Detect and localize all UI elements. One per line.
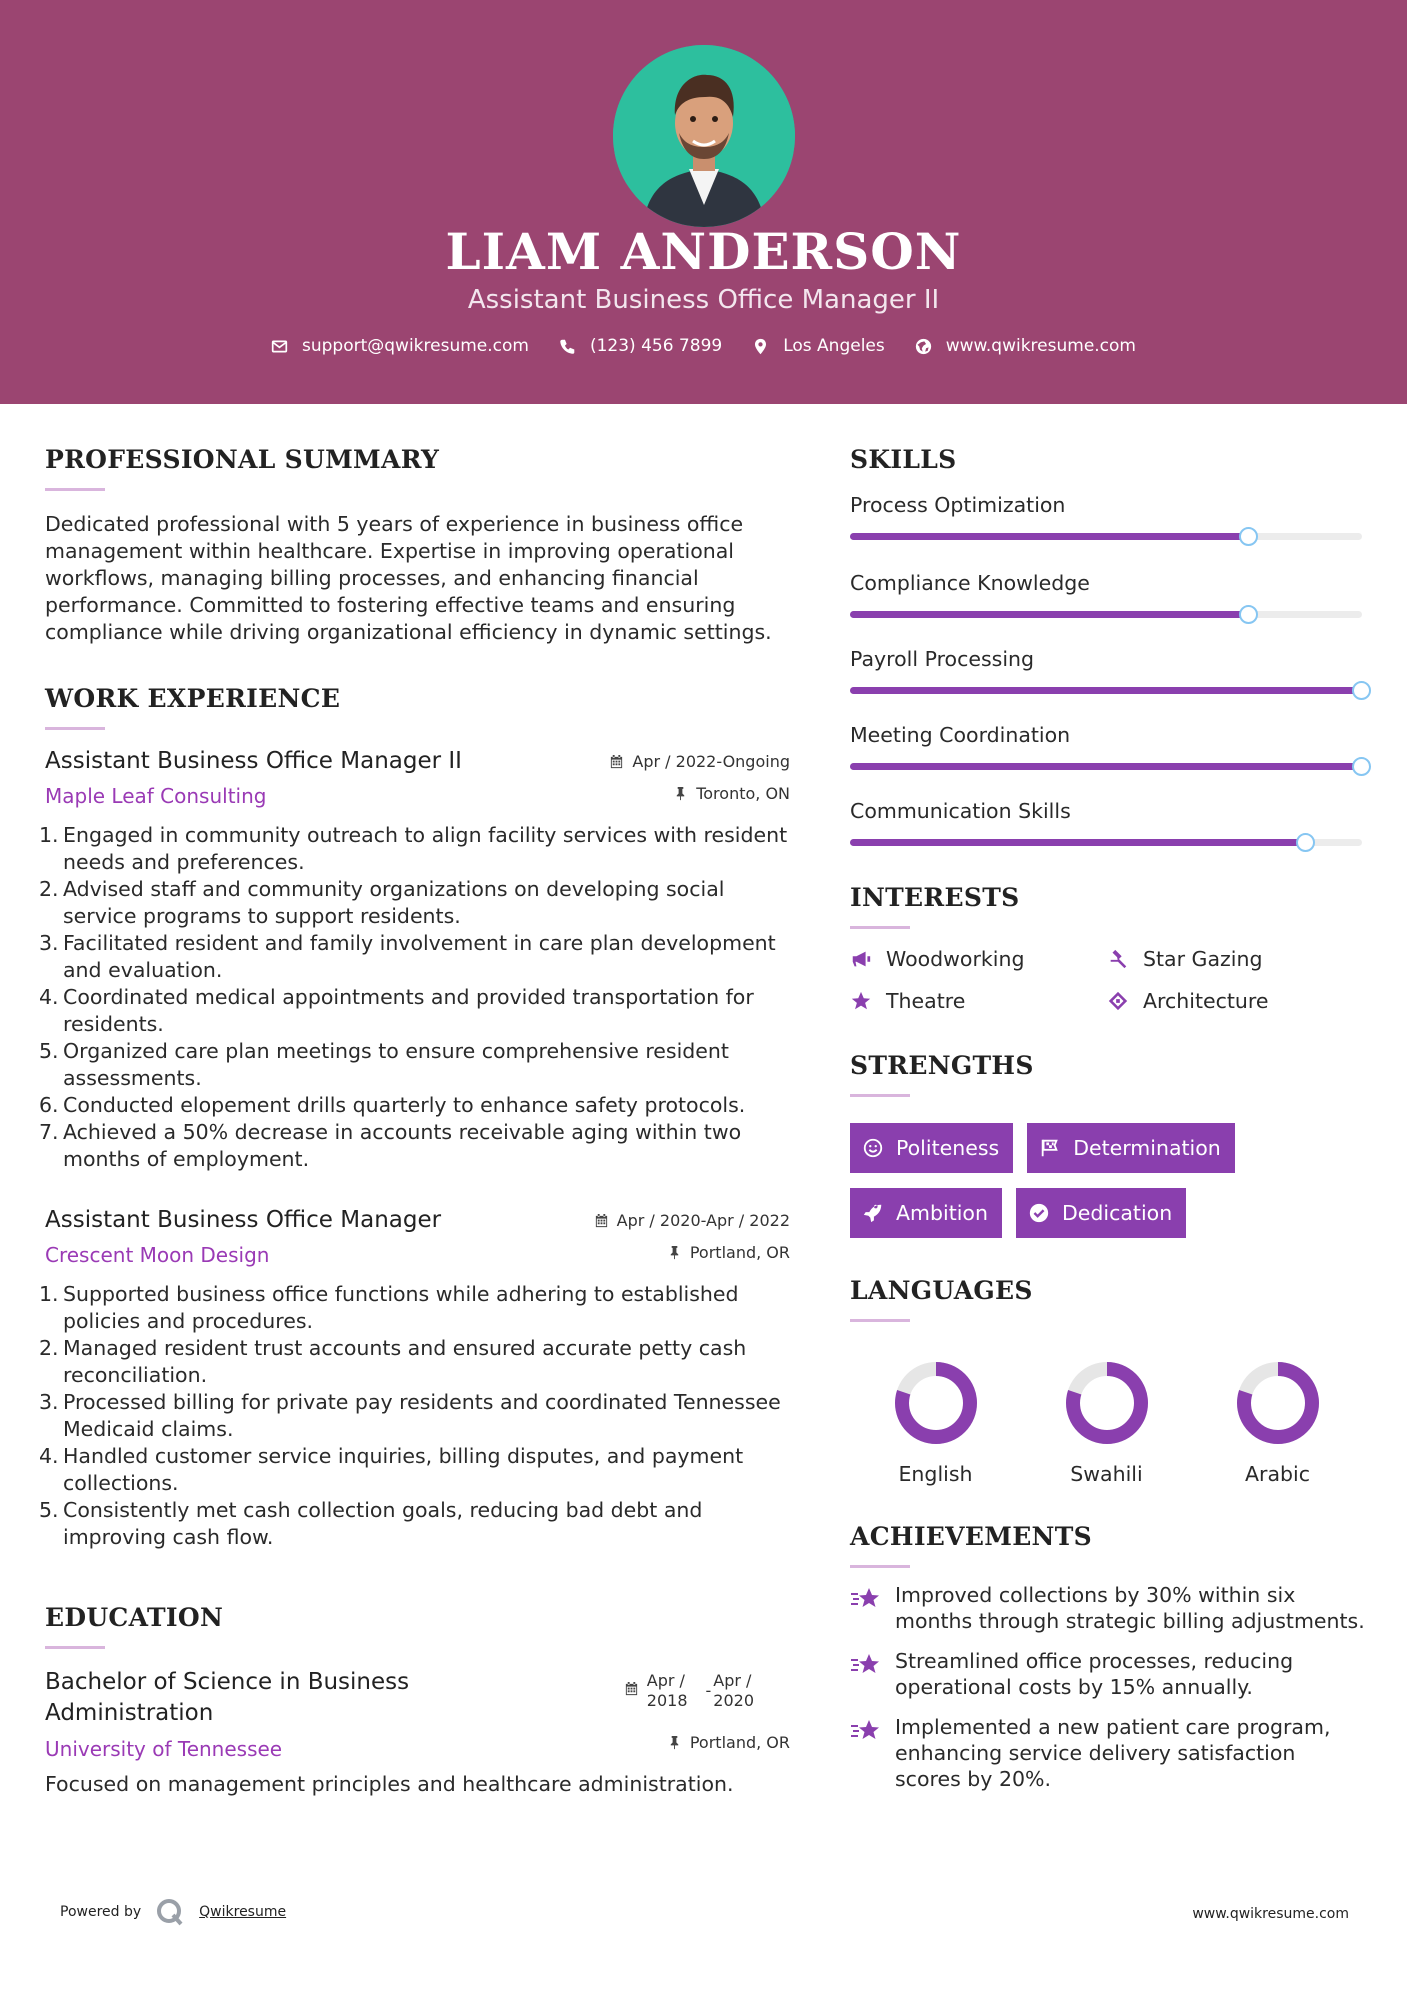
star-icon [850, 990, 872, 1012]
interest-item: Architecture [1107, 989, 1347, 1013]
skill-bar-handle [1296, 833, 1315, 852]
section-divider [850, 926, 910, 929]
summary-heading: PROFESSIONAL SUMMARY [45, 445, 440, 474]
section-divider [45, 488, 105, 491]
skill-bar-fill [850, 839, 1306, 846]
education-entry [45, 1667, 790, 1798]
strength-tag: Politeness [850, 1123, 1013, 1173]
job-location [667, 1243, 790, 1262]
skill-bar-fill [850, 687, 1362, 694]
date-separator: - [705, 1681, 712, 1700]
experience-section [39, 684, 790, 1551]
shooting-star-icon [850, 1585, 882, 1613]
school-name: University of Tennessee [45, 1737, 283, 1761]
duty-item: 1. Supported business office functions while adhering to established policies and procedures. [39, 1282, 739, 1333]
languages-section [850, 1276, 1365, 1486]
duty-item: 5. Organized care plan meetings to ensure comprehensive resident assessments. [39, 1039, 729, 1090]
language-donut [893, 1360, 979, 1446]
skill-name: Meeting Coordination [850, 723, 1071, 747]
language-donut [1064, 1360, 1150, 1446]
pushpin-icon [667, 1735, 682, 1750]
section-divider [850, 1094, 910, 1097]
achievements-section [850, 1522, 1365, 1792]
strengths-tags [850, 1123, 1350, 1238]
pushpin-icon [673, 786, 688, 801]
skill-bar-track [850, 763, 1362, 770]
skill-bar-track [850, 687, 1362, 694]
left-column [39, 445, 790, 1798]
language-name: English [898, 1462, 973, 1486]
skill-bar-handle [1352, 757, 1371, 776]
skills-list [850, 493, 1365, 847]
skills-section [850, 445, 1365, 847]
contact-bar [0, 336, 1407, 356]
map-pin-icon [752, 338, 769, 355]
candidate-name: LIAM ANDERSON [445, 222, 962, 281]
skill-item [850, 647, 1365, 695]
education-description: Focused on management principles and healthcare administration. [45, 1772, 734, 1796]
brand-link[interactable]: Qwikresume [199, 1904, 287, 1920]
section-divider [45, 727, 105, 730]
language-item [1192, 1360, 1363, 1486]
contact-location [752, 336, 885, 356]
skills-heading: SKILLS [850, 445, 957, 474]
skill-item [850, 723, 1365, 771]
smile-icon [862, 1137, 884, 1159]
language-item [850, 1360, 1021, 1486]
skill-name: Compliance Knowledge [850, 571, 1090, 595]
company-name: Crescent Moon Design [45, 1243, 270, 1267]
skill-bar-track [850, 611, 1362, 618]
job-dates-text: Apr / 2022-Ongoing [632, 752, 790, 771]
job-duties [39, 822, 790, 1173]
calendar-icon [624, 1681, 639, 1696]
skill-name: Communication Skills [850, 799, 1071, 823]
job-dates-text: Apr / 2020-Apr / 2022 [616, 1211, 790, 1230]
experience-heading: WORK EXPERIENCE [45, 684, 341, 713]
candidate-role: Assistant Business Office Manager II [467, 285, 940, 315]
language-item [1021, 1360, 1192, 1486]
duty-item: 4. Coordinated medical appointments and provided transportation for residents. [39, 985, 754, 1036]
rocket-icon [862, 1202, 884, 1224]
resume-header [0, 0, 1407, 404]
skill-bar-handle [1239, 605, 1258, 624]
website-text: www.qwikresume.com [945, 336, 1136, 356]
person-photo-illustration [613, 45, 795, 227]
calendar-icon [594, 1213, 609, 1228]
achievements-heading: ACHIEVEMENTS [850, 1522, 1092, 1551]
right-column [850, 445, 1365, 1792]
email-text: support@qwikresume.com [302, 336, 529, 356]
education-end: Apr / 2020 [713, 1671, 754, 1710]
globe-icon [915, 338, 932, 355]
education-section [45, 1603, 790, 1798]
skill-bar-handle [1239, 527, 1258, 546]
phone-text: (123) 456 7899 [589, 336, 723, 356]
skill-name: Payroll Processing [850, 647, 1035, 671]
megaphone-icon [850, 948, 872, 970]
duty-item: 7. Achieved a 50% decrease in accounts receivable aging within two months of employment. [39, 1120, 742, 1171]
skill-bar-track [850, 839, 1362, 846]
duty-item: 3. Processed billing for private pay residents and coordinated Tennessee Medicaid claims. [39, 1390, 781, 1441]
education-location [667, 1733, 790, 1752]
section-divider [850, 1319, 910, 1322]
interests-heading: INTERESTS [850, 883, 1020, 912]
interest-item: Woodworking [850, 947, 1107, 971]
interest-item: Star Gazing [1107, 947, 1347, 971]
gavel-icon [1107, 948, 1129, 970]
envelope-icon [271, 338, 288, 355]
qwikresume-logo-icon [155, 1897, 185, 1927]
shooting-star-icon [850, 1717, 882, 1745]
interest-item: Theatre [850, 989, 1107, 1013]
skill-bar-fill [850, 763, 1362, 770]
pushpin-icon [667, 1245, 682, 1260]
language-name: Arabic [1245, 1462, 1310, 1486]
job-title: Assistant Business Office Manager II [45, 748, 462, 774]
education-heading: EDUCATION [45, 1603, 224, 1632]
skill-bar-track [850, 533, 1362, 540]
contact-email[interactable] [271, 336, 529, 356]
job-title: Assistant Business Office Manager [45, 1207, 442, 1233]
strength-tag: Determination [1027, 1123, 1235, 1173]
contact-phone[interactable] [559, 336, 722, 356]
skill-bar-fill [850, 533, 1249, 540]
achievement-item: Implemented a new patient care program, enhancing service delivery satisfaction scores by 20%. [850, 1714, 1365, 1792]
flag-icon [1039, 1137, 1061, 1159]
languages-list [850, 1360, 1365, 1486]
degree-title: Bachelor of Science in Business Administration [45, 1669, 410, 1726]
skill-name: Process Optimization [850, 493, 1066, 517]
duty-item: 4. Handled customer service inquiries, billing disputes, and payment collections. [39, 1444, 744, 1495]
skill-bar-fill [850, 611, 1249, 618]
education-start: Apr / 2018 [646, 1671, 688, 1710]
duty-item: 1. Engaged in community outreach to align facility services with resident needs and preferences. [39, 823, 788, 874]
job-entry [39, 748, 790, 1173]
powered-by-text: Powered by [60, 1904, 142, 1920]
strength-tag: Ambition [850, 1188, 1002, 1238]
calendar-icon [609, 754, 624, 769]
education-location-text: Portland, OR [689, 1733, 790, 1752]
footer-website[interactable]: www.qwikresume.com [1192, 1906, 1349, 1922]
interests-section [850, 883, 1365, 1013]
check-circle-icon [1028, 1202, 1050, 1224]
skill-item [850, 493, 1365, 543]
job-duties [39, 1281, 790, 1551]
summary-text: Dedicated professional with 5 years of experience in business office management within healthcare. Expertise in improving operational workflows, managing billing processes, and enhancing financial performance. Committed to fostering effective teams and ensuring compliance while driving organizational efficiency in dynamic settings. [45, 512, 772, 644]
duty-item: 6. Conducted elopement drills quarterly to enhance safety protocols. [39, 1093, 746, 1117]
shooting-star-icon [850, 1651, 882, 1679]
job-location-text: Toronto, ON [696, 784, 790, 803]
language-donut [1235, 1360, 1321, 1446]
strengths-heading: STRENGTHS [850, 1051, 1034, 1080]
footer-powered-by [60, 1897, 286, 1927]
language-name: Swahili [1070, 1462, 1143, 1486]
job-location [673, 784, 790, 803]
skill-item [850, 571, 1365, 619]
skill-bar-handle [1352, 681, 1371, 700]
duty-item: 2. Managed resident trust accounts and ensured accurate petty cash reconciliation. [39, 1336, 747, 1387]
location-text: Los Angeles [783, 336, 885, 356]
achievement-item: Improved collections by 30% within six months through strategic billing adjustments. [850, 1582, 1365, 1634]
duty-item: 3. Facilitated resident and family involvement in care plan development and evaluation. [39, 931, 776, 982]
duty-item: 5. Consistently met cash collection goals, reducing bad debt and improving cash flow. [39, 1498, 703, 1549]
section-divider [45, 1646, 105, 1649]
job-dates [609, 752, 790, 771]
skill-item [850, 799, 1365, 847]
duty-item: 2. Advised staff and community organizations on developing social service programs to support residents. [39, 877, 725, 928]
company-name: Maple Leaf Consulting [45, 784, 267, 808]
interests-list [850, 947, 1365, 1013]
ticket-icon [1107, 990, 1129, 1012]
contact-website[interactable] [915, 336, 1136, 356]
section-divider [850, 1565, 910, 1568]
job-location-text: Portland, OR [689, 1243, 790, 1262]
achievements-list [850, 1582, 1365, 1792]
profile-photo [613, 45, 795, 227]
job-dates [594, 1211, 790, 1230]
languages-heading: LANGUAGES [850, 1276, 1033, 1305]
job-entry [39, 1207, 790, 1551]
education-dates [624, 1671, 754, 1711]
phone-icon [559, 338, 576, 355]
summary-section [45, 445, 790, 646]
strengths-section [850, 1051, 1365, 1238]
strength-tag: Dedication [1016, 1188, 1186, 1238]
achievement-item: Streamlined office processes, reducing operational costs by 15% annually. [850, 1648, 1365, 1700]
